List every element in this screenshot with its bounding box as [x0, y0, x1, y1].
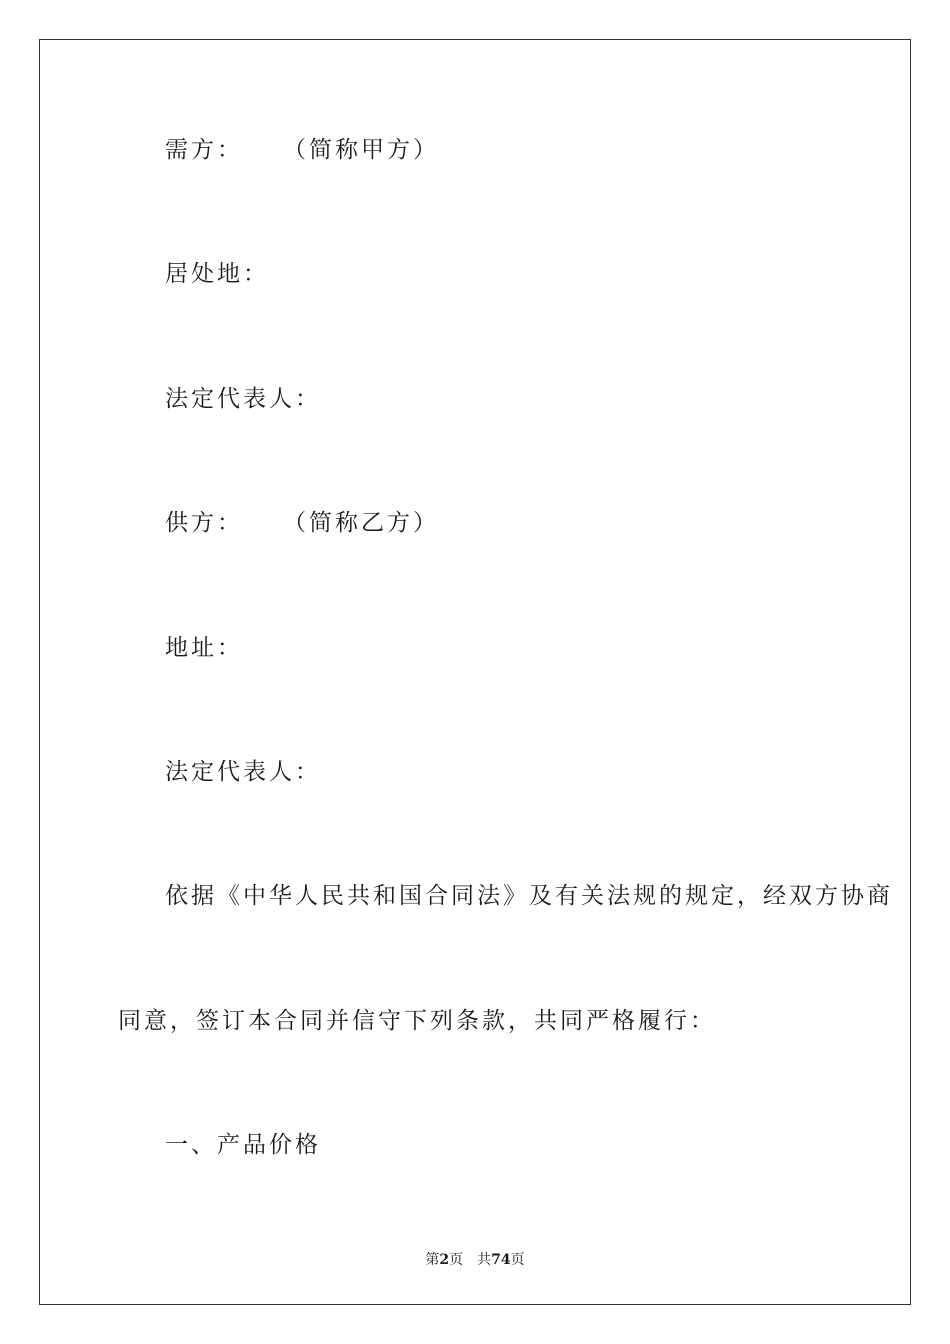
footer-page-number: 2: [439, 1252, 450, 1268]
preamble-text-2: 同意，签订本合同并信守下列条款，共同严格履行：: [118, 1008, 716, 1034]
footer-mid: 页 共: [449, 1252, 492, 1268]
buyer-abbrev-note: （简称甲方）: [283, 137, 439, 163]
supplier-legal-rep-line: [165, 758, 321, 786]
section-heading-text: 一、产品价格: [165, 1132, 321, 1158]
supplier-abbrev-note: （简称乙方）: [283, 510, 439, 536]
buyer-label: 需方：: [165, 137, 243, 163]
section-heading-product-price: [165, 1131, 321, 1159]
supplier-address-label: 地址：: [165, 635, 243, 661]
supplier-legal-rep-label: 法定代表人：: [165, 759, 321, 785]
preamble-paragraph-line-2: [118, 1007, 716, 1035]
footer-prefix: 第: [425, 1252, 440, 1268]
buyer-line: [165, 136, 439, 164]
buyer-residence-line: [165, 260, 269, 288]
footer-suffix: 页: [510, 1252, 525, 1268]
preamble-text-1: 依据《中华人民共和国合同法》及有关法规的规定，经双方协商: [165, 883, 893, 909]
buyer-legal-rep-label: 法定代表人：: [165, 386, 321, 412]
buyer-legal-rep-line: [165, 385, 321, 413]
page-footer: [0, 1249, 950, 1269]
page-border: [39, 39, 911, 1305]
supplier-label: 供方：: [165, 510, 243, 536]
footer-total-pages: 74: [491, 1252, 511, 1268]
preamble-paragraph-line-1: [165, 882, 893, 910]
supplier-line: [165, 509, 439, 537]
buyer-residence-label: 居处地：: [165, 261, 269, 287]
supplier-address-line: [165, 634, 243, 662]
